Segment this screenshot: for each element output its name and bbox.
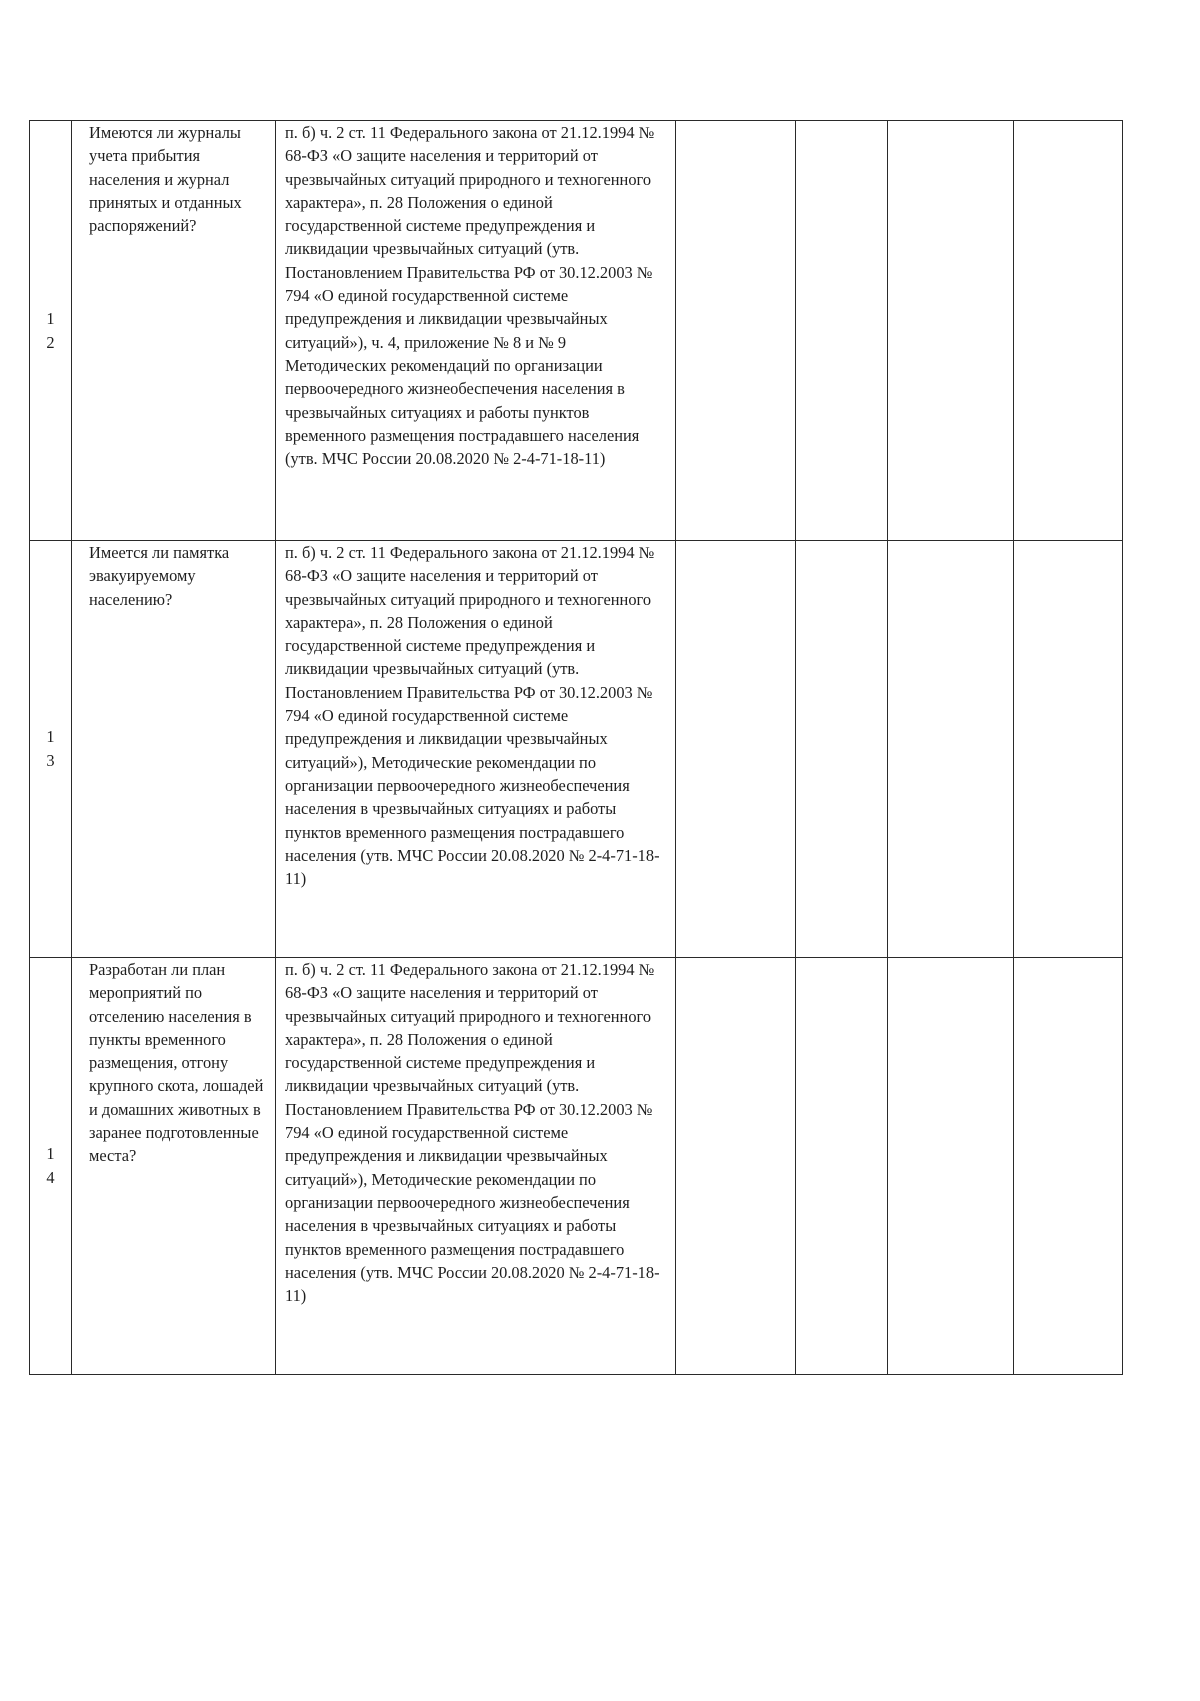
question-cell: Имеется ли памятка эвакуируемому населению?: [72, 541, 276, 958]
empty-cell: [796, 541, 888, 958]
empty-cell: [676, 121, 796, 541]
question-cell: Разработан ли план мероприятий по отселению населения в пункты временного размещения, отгону крупного скота, лошадей и домашних животных в заранее подготовленные места?: [72, 958, 276, 1375]
row-number-digit: 2: [46, 332, 55, 352]
legal-basis-cell: п. б) ч. 2 ст. 11 Федерального закона от 21.12.1994 № 68-ФЗ «О защите населения и территорий от чрезвычайных ситуаций природного и техногенного характера», п. 28 Положения о единой государственной системе предупреждения и ликвидации чрезвычайных ситуаций (утв. Постановлением Правительства РФ от 30.12.2003 № 794 «О единой государственной системе предупреждения и ликвидации чрезвычайных ситуаций»), ч. 4, приложение № 8 и № 9 Методических рекомендаций по организации первоочередного жизнеобеспечения населения в чрезвычайных ситуациях и работы пунктов временного размещения пострадавшего населения (утв. МЧС России 20.08.2020 № 2-4-71-18-11): [276, 121, 676, 541]
row-number-digit: 3: [46, 751, 55, 770]
row-number-cell: [30, 121, 72, 541]
empty-cell: [888, 958, 1014, 1375]
empty-cell: [676, 958, 796, 1375]
checklist-table: [29, 120, 1123, 1375]
empty-cell: [796, 121, 888, 541]
legal-basis-cell: п. б) ч. 2 ст. 11 Федерального закона от 21.12.1994 № 68-ФЗ «О защите населения и территорий от чрезвычайных ситуаций природного и техногенного характера», п. 28 Положения о единой государственной системе предупреждения и ликвидации чрезвычайных ситуаций (утв. Постановлением Правительства РФ от 30.12.2003 № 794 «О единой государственной системе предупреждения и ликвидации чрезвычайных ситуаций»), Методические рекомендации по организации первоочередного жизнеобеспечения населения в чрезвычайных ситуациях и работы пунктов временного размещения пострадавшего населения (утв. МЧС России 20.08.2020 № 2-4-71-18-11): [276, 541, 676, 958]
question-cell: Имеются ли журналы учета прибытия населения и журнал принятых и отданных распоряжений?: [72, 121, 276, 541]
table-row: [30, 541, 1123, 958]
legal-basis-cell: п. б) ч. 2 ст. 11 Федерального закона от 21.12.1994 № 68-ФЗ «О защите населения и территорий от чрезвычайных ситуаций природного и техногенного характера», п. 28 Положения о единой государственной системе предупреждения и ликвидации чрезвычайных ситуаций (утв. Постановлением Правительства РФ от 30.12.2003 № 794 «О единой государственной системе предупреждения и ликвидации чрезвычайных ситуаций»), Методические рекомендации по организации первоочередного жизнеобеспечения населения в чрезвычайных ситуациях и работы пунктов временного размещения пострадавшего населения (утв. МЧС России 20.08.2020 № 2-4-71-18-11): [276, 958, 676, 1375]
empty-cell: [1014, 541, 1123, 958]
empty-cell: [1014, 121, 1123, 541]
row-number-digit: 1: [46, 1144, 55, 1163]
row-number-cell: [30, 541, 72, 958]
row-number-digit: 4: [46, 1168, 55, 1187]
row-number-digit: 1: [46, 727, 55, 746]
empty-cell: [888, 121, 1014, 541]
table-row: [30, 958, 1123, 1375]
table-row: [30, 121, 1123, 541]
empty-cell: [676, 541, 796, 958]
empty-cell: [1014, 958, 1123, 1375]
empty-cell: [796, 958, 888, 1375]
empty-cell: [888, 541, 1014, 958]
row-number-digit: 1: [46, 308, 55, 328]
row-number-cell: [30, 958, 72, 1375]
